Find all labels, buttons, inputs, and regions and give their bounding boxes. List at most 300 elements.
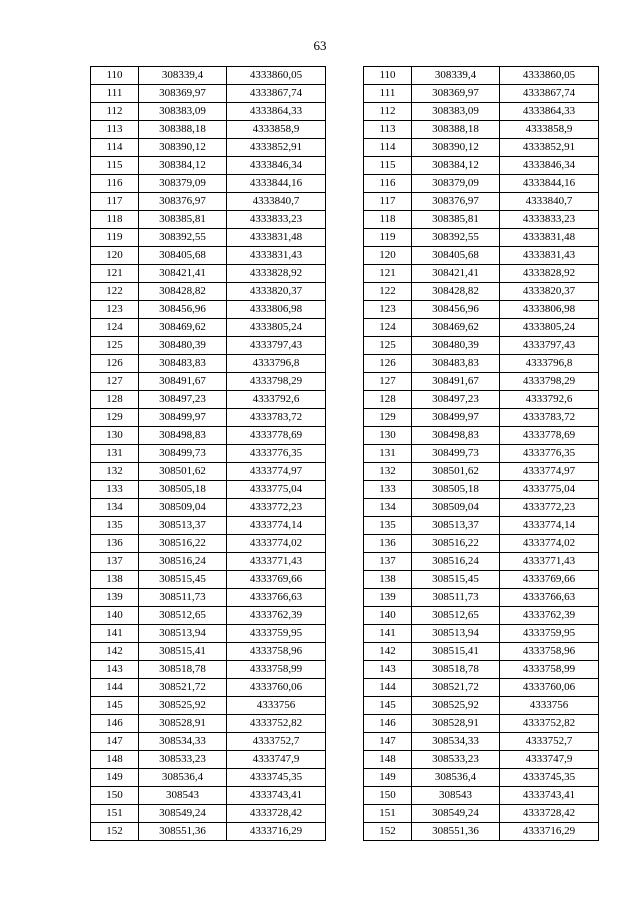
x-coordinate-cell: 308505,18 bbox=[412, 481, 500, 499]
table-row bbox=[364, 481, 599, 499]
point-number-cell: 149 bbox=[91, 769, 139, 787]
table-row bbox=[364, 337, 599, 355]
y-coordinate-cell: 4333756 bbox=[227, 697, 326, 715]
x-coordinate-cell: 308516,22 bbox=[139, 535, 227, 553]
table-row bbox=[91, 697, 326, 715]
table-row bbox=[364, 643, 599, 661]
y-coordinate-cell: 4333774,14 bbox=[227, 517, 326, 535]
point-number-cell: 148 bbox=[91, 751, 139, 769]
y-coordinate-cell: 4333828,92 bbox=[227, 265, 326, 283]
table-row bbox=[364, 751, 599, 769]
point-number-cell: 138 bbox=[91, 571, 139, 589]
table-row bbox=[364, 283, 599, 301]
table-row bbox=[91, 301, 326, 319]
y-coordinate-cell: 4333758,96 bbox=[227, 643, 326, 661]
table-row bbox=[91, 175, 326, 193]
x-coordinate-cell: 308339,4 bbox=[412, 67, 500, 85]
y-coordinate-cell: 4333771,43 bbox=[500, 553, 599, 571]
table-row bbox=[91, 265, 326, 283]
y-coordinate-cell: 4333758,99 bbox=[227, 661, 326, 679]
x-coordinate-cell: 308536,4 bbox=[139, 769, 227, 787]
point-number-cell: 146 bbox=[364, 715, 412, 733]
x-coordinate-cell: 308376,97 bbox=[412, 193, 500, 211]
y-coordinate-cell: 4333759,95 bbox=[227, 625, 326, 643]
point-number-cell: 132 bbox=[91, 463, 139, 481]
point-number-cell: 139 bbox=[91, 589, 139, 607]
x-coordinate-cell: 308383,09 bbox=[412, 103, 500, 121]
table-row bbox=[364, 661, 599, 679]
y-coordinate-cell: 4333846,34 bbox=[227, 157, 326, 175]
point-number-cell: 125 bbox=[91, 337, 139, 355]
point-number-cell: 140 bbox=[91, 607, 139, 625]
y-coordinate-cell: 4333867,74 bbox=[500, 85, 599, 103]
table-row bbox=[364, 625, 599, 643]
y-coordinate-cell: 4333743,41 bbox=[227, 787, 326, 805]
x-coordinate-cell: 308428,82 bbox=[412, 283, 500, 301]
point-number-cell: 118 bbox=[364, 211, 412, 229]
y-coordinate-cell: 4333747,9 bbox=[500, 751, 599, 769]
y-coordinate-cell: 4333806,98 bbox=[500, 301, 599, 319]
y-coordinate-cell: 4333728,42 bbox=[500, 805, 599, 823]
point-number-cell: 128 bbox=[364, 391, 412, 409]
y-coordinate-cell: 4333860,05 bbox=[500, 67, 599, 85]
x-coordinate-cell: 308499,73 bbox=[139, 445, 227, 463]
y-coordinate-cell: 4333806,98 bbox=[227, 301, 326, 319]
point-number-cell: 116 bbox=[364, 175, 412, 193]
y-coordinate-cell: 4333820,37 bbox=[500, 283, 599, 301]
y-coordinate-cell: 4333774,02 bbox=[227, 535, 326, 553]
table-row bbox=[364, 697, 599, 715]
table-row bbox=[91, 247, 326, 265]
table-row bbox=[91, 445, 326, 463]
table-row bbox=[91, 571, 326, 589]
table-row bbox=[364, 121, 599, 139]
x-coordinate-cell: 308491,67 bbox=[412, 373, 500, 391]
y-coordinate-cell: 4333760,06 bbox=[227, 679, 326, 697]
point-number-cell: 117 bbox=[91, 193, 139, 211]
table-row bbox=[91, 283, 326, 301]
point-number-cell: 132 bbox=[364, 463, 412, 481]
x-coordinate-cell: 308480,39 bbox=[139, 337, 227, 355]
point-number-cell: 145 bbox=[91, 697, 139, 715]
point-number-cell: 152 bbox=[364, 823, 412, 841]
y-coordinate-cell: 4333783,72 bbox=[500, 409, 599, 427]
point-number-cell: 114 bbox=[364, 139, 412, 157]
x-coordinate-cell: 308543 bbox=[139, 787, 227, 805]
x-coordinate-cell: 308376,97 bbox=[139, 193, 227, 211]
coordinates-table-left-body bbox=[91, 67, 326, 841]
x-coordinate-cell: 308513,94 bbox=[412, 625, 500, 643]
table-row bbox=[364, 67, 599, 85]
x-coordinate-cell: 308499,97 bbox=[412, 409, 500, 427]
x-coordinate-cell: 308483,83 bbox=[412, 355, 500, 373]
x-coordinate-cell: 308369,97 bbox=[412, 85, 500, 103]
x-coordinate-cell: 308339,4 bbox=[139, 67, 227, 85]
y-coordinate-cell: 4333844,16 bbox=[500, 175, 599, 193]
x-coordinate-cell: 308456,96 bbox=[412, 301, 500, 319]
y-coordinate-cell: 4333831,43 bbox=[227, 247, 326, 265]
x-coordinate-cell: 308549,24 bbox=[139, 805, 227, 823]
point-number-cell: 139 bbox=[364, 589, 412, 607]
table-row bbox=[364, 355, 599, 373]
table-row bbox=[91, 517, 326, 535]
table-row bbox=[364, 499, 599, 517]
table-row bbox=[91, 373, 326, 391]
x-coordinate-cell: 308497,23 bbox=[412, 391, 500, 409]
point-number-cell: 118 bbox=[91, 211, 139, 229]
y-coordinate-cell: 4333771,43 bbox=[227, 553, 326, 571]
point-number-cell: 119 bbox=[91, 229, 139, 247]
y-coordinate-cell: 4333745,35 bbox=[227, 769, 326, 787]
table-row bbox=[364, 301, 599, 319]
x-coordinate-cell: 308518,78 bbox=[412, 661, 500, 679]
table-row bbox=[364, 319, 599, 337]
x-coordinate-cell: 308483,83 bbox=[139, 355, 227, 373]
table-row bbox=[364, 805, 599, 823]
x-coordinate-cell: 308405,68 bbox=[139, 247, 227, 265]
table-row bbox=[91, 661, 326, 679]
y-coordinate-cell: 4333831,48 bbox=[500, 229, 599, 247]
y-coordinate-cell: 4333762,39 bbox=[500, 607, 599, 625]
y-coordinate-cell: 4333805,24 bbox=[227, 319, 326, 337]
x-coordinate-cell: 308383,09 bbox=[139, 103, 227, 121]
y-coordinate-cell: 4333833,23 bbox=[500, 211, 599, 229]
table-row bbox=[91, 481, 326, 499]
table-row bbox=[91, 211, 326, 229]
point-number-cell: 143 bbox=[91, 661, 139, 679]
y-coordinate-cell: 4333852,91 bbox=[227, 139, 326, 157]
y-coordinate-cell: 4333864,33 bbox=[500, 103, 599, 121]
y-coordinate-cell: 4333858,9 bbox=[227, 121, 326, 139]
y-coordinate-cell: 4333769,66 bbox=[227, 571, 326, 589]
table-row bbox=[364, 535, 599, 553]
table-row bbox=[91, 139, 326, 157]
x-coordinate-cell: 308456,96 bbox=[139, 301, 227, 319]
x-coordinate-cell: 308534,33 bbox=[412, 733, 500, 751]
x-coordinate-cell: 308499,73 bbox=[412, 445, 500, 463]
point-number-cell: 134 bbox=[91, 499, 139, 517]
y-coordinate-cell: 4333766,63 bbox=[500, 589, 599, 607]
y-coordinate-cell: 4333747,9 bbox=[227, 751, 326, 769]
x-coordinate-cell: 308512,65 bbox=[139, 607, 227, 625]
point-number-cell: 112 bbox=[364, 103, 412, 121]
y-coordinate-cell: 4333805,24 bbox=[500, 319, 599, 337]
y-coordinate-cell: 4333820,37 bbox=[227, 283, 326, 301]
y-coordinate-cell: 4333798,29 bbox=[227, 373, 326, 391]
x-coordinate-cell: 308480,39 bbox=[412, 337, 500, 355]
point-number-cell: 134 bbox=[364, 499, 412, 517]
point-number-cell: 127 bbox=[91, 373, 139, 391]
x-coordinate-cell: 308516,24 bbox=[139, 553, 227, 571]
x-coordinate-cell: 308505,18 bbox=[139, 481, 227, 499]
table-row bbox=[91, 769, 326, 787]
x-coordinate-cell: 308501,62 bbox=[139, 463, 227, 481]
x-coordinate-cell: 308390,12 bbox=[412, 139, 500, 157]
table-row bbox=[91, 679, 326, 697]
table-row bbox=[364, 193, 599, 211]
y-coordinate-cell: 4333716,29 bbox=[227, 823, 326, 841]
table-row bbox=[364, 103, 599, 121]
x-coordinate-cell: 308421,41 bbox=[139, 265, 227, 283]
table-row bbox=[364, 211, 599, 229]
table-row bbox=[91, 625, 326, 643]
point-number-cell: 130 bbox=[91, 427, 139, 445]
y-coordinate-cell: 4333774,97 bbox=[227, 463, 326, 481]
table-row bbox=[364, 553, 599, 571]
x-coordinate-cell: 308390,12 bbox=[139, 139, 227, 157]
point-number-cell: 122 bbox=[91, 283, 139, 301]
point-number-cell: 114 bbox=[91, 139, 139, 157]
x-coordinate-cell: 308392,55 bbox=[412, 229, 500, 247]
x-coordinate-cell: 308384,12 bbox=[412, 157, 500, 175]
y-coordinate-cell: 4333796,8 bbox=[500, 355, 599, 373]
point-number-cell: 140 bbox=[364, 607, 412, 625]
x-coordinate-cell: 308498,83 bbox=[139, 427, 227, 445]
x-coordinate-cell: 308497,23 bbox=[139, 391, 227, 409]
point-number-cell: 113 bbox=[91, 121, 139, 139]
y-coordinate-cell: 4333840,7 bbox=[227, 193, 326, 211]
point-number-cell: 121 bbox=[364, 265, 412, 283]
x-coordinate-cell: 308509,04 bbox=[139, 499, 227, 517]
table-row bbox=[91, 823, 326, 841]
table-row bbox=[364, 247, 599, 265]
x-coordinate-cell: 308405,68 bbox=[412, 247, 500, 265]
point-number-cell: 149 bbox=[364, 769, 412, 787]
x-coordinate-cell: 308469,62 bbox=[139, 319, 227, 337]
x-coordinate-cell: 308516,24 bbox=[412, 553, 500, 571]
point-number-cell: 150 bbox=[364, 787, 412, 805]
y-coordinate-cell: 4333752,82 bbox=[227, 715, 326, 733]
x-coordinate-cell: 308499,97 bbox=[139, 409, 227, 427]
point-number-cell: 147 bbox=[364, 733, 412, 751]
point-number-cell: 129 bbox=[91, 409, 139, 427]
point-number-cell: 136 bbox=[91, 535, 139, 553]
table-row bbox=[364, 157, 599, 175]
point-number-cell: 138 bbox=[364, 571, 412, 589]
point-number-cell: 120 bbox=[91, 247, 139, 265]
table-row bbox=[91, 733, 326, 751]
y-coordinate-cell: 4333758,96 bbox=[500, 643, 599, 661]
point-number-cell: 148 bbox=[364, 751, 412, 769]
y-coordinate-cell: 4333756 bbox=[500, 697, 599, 715]
table-row bbox=[91, 121, 326, 139]
table-row bbox=[364, 769, 599, 787]
coordinates-table-right-body bbox=[364, 67, 599, 841]
table-row bbox=[364, 85, 599, 103]
x-coordinate-cell: 308392,55 bbox=[139, 229, 227, 247]
y-coordinate-cell: 4333728,42 bbox=[227, 805, 326, 823]
y-coordinate-cell: 4333774,97 bbox=[500, 463, 599, 481]
point-number-cell: 112 bbox=[91, 103, 139, 121]
table-row bbox=[91, 715, 326, 733]
x-coordinate-cell: 308379,09 bbox=[412, 175, 500, 193]
x-coordinate-cell: 308509,04 bbox=[412, 499, 500, 517]
table-row bbox=[364, 589, 599, 607]
coordinates-table-right bbox=[363, 66, 599, 841]
x-coordinate-cell: 308533,23 bbox=[412, 751, 500, 769]
point-number-cell: 122 bbox=[364, 283, 412, 301]
point-number-cell: 135 bbox=[364, 517, 412, 535]
table-row bbox=[91, 463, 326, 481]
x-coordinate-cell: 308515,41 bbox=[412, 643, 500, 661]
y-coordinate-cell: 4333778,69 bbox=[227, 427, 326, 445]
x-coordinate-cell: 308491,67 bbox=[139, 373, 227, 391]
table-row bbox=[91, 553, 326, 571]
point-number-cell: 124 bbox=[91, 319, 139, 337]
x-coordinate-cell: 308521,72 bbox=[412, 679, 500, 697]
table-row bbox=[364, 445, 599, 463]
y-coordinate-cell: 4333766,63 bbox=[227, 589, 326, 607]
point-number-cell: 120 bbox=[364, 247, 412, 265]
point-number-cell: 142 bbox=[364, 643, 412, 661]
y-coordinate-cell: 4333864,33 bbox=[227, 103, 326, 121]
point-number-cell: 126 bbox=[91, 355, 139, 373]
point-number-cell: 115 bbox=[91, 157, 139, 175]
table-row bbox=[364, 373, 599, 391]
x-coordinate-cell: 308515,45 bbox=[412, 571, 500, 589]
x-coordinate-cell: 308549,24 bbox=[412, 805, 500, 823]
x-coordinate-cell: 308515,41 bbox=[139, 643, 227, 661]
x-coordinate-cell: 308534,33 bbox=[139, 733, 227, 751]
table-row bbox=[91, 229, 326, 247]
point-number-cell: 116 bbox=[91, 175, 139, 193]
x-coordinate-cell: 308551,36 bbox=[139, 823, 227, 841]
point-number-cell: 151 bbox=[91, 805, 139, 823]
x-coordinate-cell: 308501,62 bbox=[412, 463, 500, 481]
table-row bbox=[91, 607, 326, 625]
y-coordinate-cell: 4333844,16 bbox=[227, 175, 326, 193]
table-row bbox=[91, 787, 326, 805]
table-row bbox=[91, 157, 326, 175]
point-number-cell: 123 bbox=[364, 301, 412, 319]
y-coordinate-cell: 4333758,99 bbox=[500, 661, 599, 679]
x-coordinate-cell: 308536,4 bbox=[412, 769, 500, 787]
y-coordinate-cell: 4333759,95 bbox=[500, 625, 599, 643]
y-coordinate-cell: 4333792,6 bbox=[227, 391, 326, 409]
point-number-cell: 129 bbox=[364, 409, 412, 427]
point-number-cell: 110 bbox=[91, 67, 139, 85]
table-row bbox=[91, 103, 326, 121]
y-coordinate-cell: 4333772,23 bbox=[500, 499, 599, 517]
point-number-cell: 110 bbox=[364, 67, 412, 85]
table-row bbox=[91, 535, 326, 553]
y-coordinate-cell: 4333769,66 bbox=[500, 571, 599, 589]
x-coordinate-cell: 308388,18 bbox=[412, 121, 500, 139]
point-number-cell: 133 bbox=[91, 481, 139, 499]
page-number: 63 bbox=[313, 38, 327, 53]
x-coordinate-cell: 308421,41 bbox=[412, 265, 500, 283]
x-coordinate-cell: 308369,97 bbox=[139, 85, 227, 103]
table-row bbox=[364, 139, 599, 157]
point-number-cell: 131 bbox=[91, 445, 139, 463]
y-coordinate-cell: 4333840,7 bbox=[500, 193, 599, 211]
table-row bbox=[364, 787, 599, 805]
table-row bbox=[91, 499, 326, 517]
x-coordinate-cell: 308379,09 bbox=[139, 175, 227, 193]
y-coordinate-cell: 4333752,7 bbox=[227, 733, 326, 751]
table-row bbox=[364, 427, 599, 445]
point-number-cell: 117 bbox=[364, 193, 412, 211]
point-number-cell: 126 bbox=[364, 355, 412, 373]
point-number-cell: 137 bbox=[91, 553, 139, 571]
table-row bbox=[91, 193, 326, 211]
point-number-cell: 142 bbox=[91, 643, 139, 661]
table-row bbox=[364, 463, 599, 481]
point-number-cell: 111 bbox=[364, 85, 412, 103]
y-coordinate-cell: 4333867,74 bbox=[227, 85, 326, 103]
point-number-cell: 124 bbox=[364, 319, 412, 337]
point-number-cell: 143 bbox=[364, 661, 412, 679]
x-coordinate-cell: 308528,91 bbox=[139, 715, 227, 733]
table-row bbox=[91, 337, 326, 355]
y-coordinate-cell: 4333776,35 bbox=[500, 445, 599, 463]
point-number-cell: 125 bbox=[364, 337, 412, 355]
x-coordinate-cell: 308513,94 bbox=[139, 625, 227, 643]
y-coordinate-cell: 4333858,9 bbox=[500, 121, 599, 139]
point-number-cell: 113 bbox=[364, 121, 412, 139]
x-coordinate-cell: 308515,45 bbox=[139, 571, 227, 589]
x-coordinate-cell: 308388,18 bbox=[139, 121, 227, 139]
table-row bbox=[364, 175, 599, 193]
point-number-cell: 135 bbox=[91, 517, 139, 535]
point-number-cell: 141 bbox=[364, 625, 412, 643]
point-number-cell: 145 bbox=[364, 697, 412, 715]
coordinates-table-left bbox=[90, 66, 326, 841]
y-coordinate-cell: 4333792,6 bbox=[500, 391, 599, 409]
table-row bbox=[364, 679, 599, 697]
table-row bbox=[364, 733, 599, 751]
table-row bbox=[91, 319, 326, 337]
x-coordinate-cell: 308551,36 bbox=[412, 823, 500, 841]
x-coordinate-cell: 308516,22 bbox=[412, 535, 500, 553]
point-number-cell: 144 bbox=[91, 679, 139, 697]
y-coordinate-cell: 4333760,06 bbox=[500, 679, 599, 697]
point-number-cell: 150 bbox=[91, 787, 139, 805]
table-row bbox=[364, 391, 599, 409]
x-coordinate-cell: 308428,82 bbox=[139, 283, 227, 301]
table-row bbox=[91, 355, 326, 373]
y-coordinate-cell: 4333752,7 bbox=[500, 733, 599, 751]
point-number-cell: 146 bbox=[91, 715, 139, 733]
y-coordinate-cell: 4333745,35 bbox=[500, 769, 599, 787]
y-coordinate-cell: 4333798,29 bbox=[500, 373, 599, 391]
table-row bbox=[364, 229, 599, 247]
table-row bbox=[364, 409, 599, 427]
x-coordinate-cell: 308511,73 bbox=[139, 589, 227, 607]
x-coordinate-cell: 308525,92 bbox=[412, 697, 500, 715]
table-row bbox=[91, 67, 326, 85]
y-coordinate-cell: 4333762,39 bbox=[227, 607, 326, 625]
point-number-cell: 151 bbox=[364, 805, 412, 823]
table-row bbox=[91, 805, 326, 823]
x-coordinate-cell: 308528,91 bbox=[412, 715, 500, 733]
y-coordinate-cell: 4333716,29 bbox=[500, 823, 599, 841]
table-row bbox=[91, 643, 326, 661]
table-row bbox=[91, 409, 326, 427]
table-row bbox=[91, 85, 326, 103]
x-coordinate-cell: 308533,23 bbox=[139, 751, 227, 769]
y-coordinate-cell: 4333774,02 bbox=[500, 535, 599, 553]
point-number-cell: 137 bbox=[364, 553, 412, 571]
y-coordinate-cell: 4333796,8 bbox=[227, 355, 326, 373]
point-number-cell: 131 bbox=[364, 445, 412, 463]
y-coordinate-cell: 4333778,69 bbox=[500, 427, 599, 445]
point-number-cell: 111 bbox=[91, 85, 139, 103]
point-number-cell: 147 bbox=[91, 733, 139, 751]
x-coordinate-cell: 308511,73 bbox=[412, 589, 500, 607]
x-coordinate-cell: 308543 bbox=[412, 787, 500, 805]
point-number-cell: 119 bbox=[364, 229, 412, 247]
